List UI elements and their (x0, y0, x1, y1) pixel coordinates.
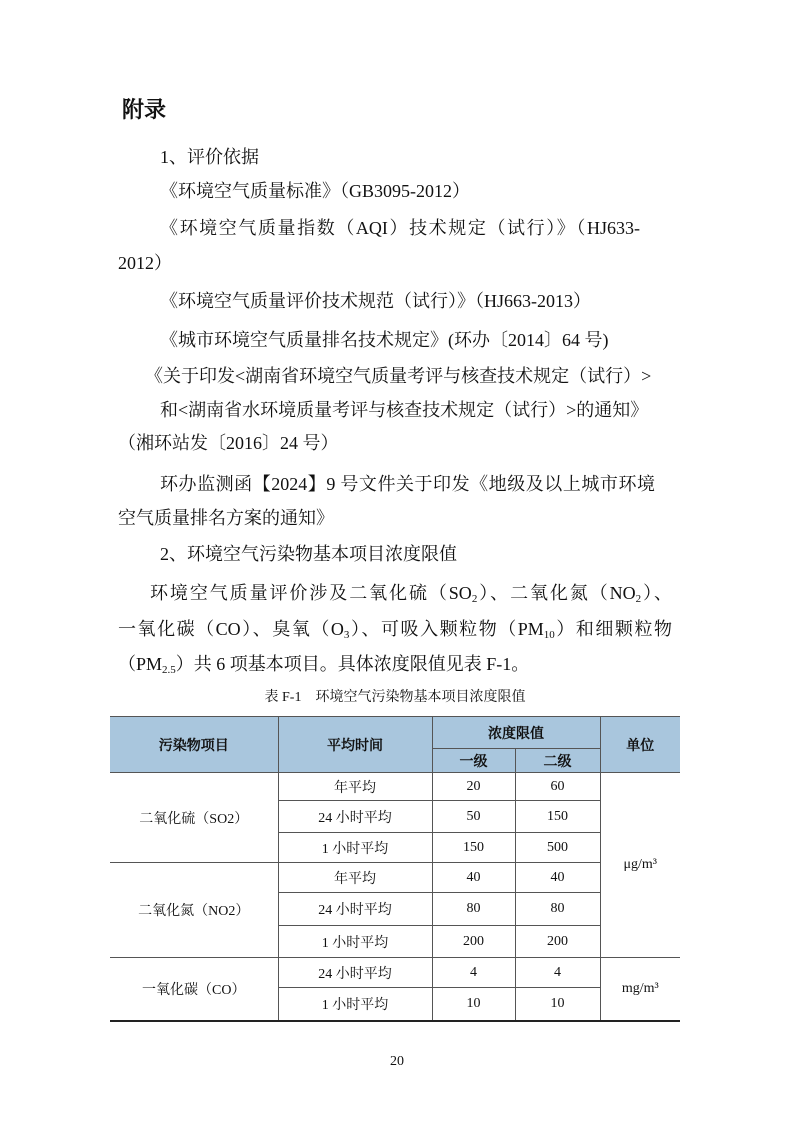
period-cell: 1 小时平均 (278, 988, 432, 1021)
subscript: 2 (471, 593, 478, 605)
basis-line: 《环境空气质量标准》（GB3095-2012） (160, 181, 470, 201)
unit-cell: mg/m³ (600, 958, 680, 1021)
subscript: 3 (343, 629, 350, 641)
grade2-cell: 10 (515, 988, 600, 1021)
basis-line: 《关于印发<湖南省环境空气质量考评与核查技术规定（试行）> (145, 366, 652, 386)
grade1-cell: 40 (432, 863, 515, 893)
header-period: 平均时间 (278, 717, 432, 773)
text-run: 环境空气质量评价涉及二氧化硫（SO (150, 583, 472, 603)
limits-heading: 2、环境空气污染物基本项目浓度限值 (160, 544, 457, 564)
basis-line: 2012） (118, 253, 172, 273)
period-cell: 24 小时平均 (278, 801, 432, 833)
grade1-cell: 4 (432, 958, 515, 988)
pollutant-cell: 二氧化硫（SO2） (110, 773, 278, 863)
text-run: ）、可吸入颗粒物（PM (349, 619, 544, 639)
basis-line: 环办监测函【2024】9 号文件关于印发《地级及以上城市环境 (160, 474, 655, 494)
table-row (110, 773, 680, 801)
text-run: 一氧化碳（CO）、臭氧（O (118, 619, 344, 639)
text-run: ）共 6 项基本项目。具体浓度限值见表 F-1。 (175, 654, 530, 674)
period-cell: 1 小时平均 (278, 833, 432, 863)
text-run: ）和细颗粒物 (554, 619, 672, 639)
grade2-cell: 4 (515, 958, 600, 988)
limits-paragraph-line (118, 652, 529, 676)
basis-line: 和<湖南省水环境质量考评与核查技术规定（试行）>的通知》 (160, 400, 649, 420)
period-cell: 24 小时平均 (278, 893, 432, 926)
basis-line: 《环境空气质量评价技术规范（试行）》（HJ663-2013） (160, 291, 591, 311)
subscript: 10 (543, 629, 555, 641)
page-number: 20 (390, 1054, 404, 1069)
grade2-cell: 80 (515, 893, 600, 926)
concentration-limits-table (110, 716, 680, 1022)
subscript: 2 (635, 593, 642, 605)
grade1-cell: 80 (432, 893, 515, 926)
grade1-cell: 50 (432, 801, 515, 833)
period-cell: 年平均 (278, 773, 432, 801)
text-run: （PM (118, 654, 163, 674)
table-header-row (110, 717, 680, 749)
grade2-cell: 500 (515, 833, 600, 863)
header-grade1: 一级 (432, 749, 515, 773)
basis-line: 空气质量排名方案的通知》 (118, 508, 334, 528)
grade1-cell: 150 (432, 833, 515, 863)
period-cell: 1 小时平均 (278, 926, 432, 958)
grade2-cell: 200 (515, 926, 600, 958)
pollutant-cell: 一氧化碳（CO） (110, 958, 278, 1021)
appendix-title: 附录 (122, 97, 167, 122)
grade2-cell: 150 (515, 801, 600, 833)
grade1-cell: 20 (432, 773, 515, 801)
text-run: ）、 (641, 583, 673, 603)
grade2-cell: 40 (515, 863, 600, 893)
limits-paragraph-line (118, 617, 672, 641)
grade1-cell: 10 (432, 988, 515, 1021)
subscript: 2.5 (162, 664, 176, 676)
basis-line: 《环境空气质量指数（AQI）技术规定（试行）》（HJ633- (160, 218, 640, 238)
table-row (110, 863, 680, 893)
period-cell: 24 小时平均 (278, 958, 432, 988)
header-limit: 浓度限值 (432, 717, 600, 749)
grade2-cell: 60 (515, 773, 600, 801)
limits-paragraph-line (150, 581, 672, 605)
text-run: ）、二氧化氮（NO (477, 583, 636, 603)
grade1-cell: 200 (432, 926, 515, 958)
header-unit: 单位 (600, 717, 680, 773)
period-cell: 年平均 (278, 863, 432, 893)
basis-line: 《城市环境空气质量排名技术规定》(环办〔2014〕64 号) (160, 330, 609, 350)
basis-line: （湘环站发〔2016〕24 号） (118, 433, 339, 453)
table-caption: 表 F-1 环境空气污染物基本项目浓度限值 (264, 690, 526, 705)
unit-cell: μg/m³ (600, 773, 680, 958)
header-grade2: 二级 (515, 749, 600, 773)
pollutant-cell: 二氧化氮（NO2） (110, 863, 278, 958)
basis-heading: 1、评价依据 (160, 147, 259, 167)
header-pollutant: 污染物项目 (110, 717, 278, 773)
table-row (110, 958, 680, 988)
